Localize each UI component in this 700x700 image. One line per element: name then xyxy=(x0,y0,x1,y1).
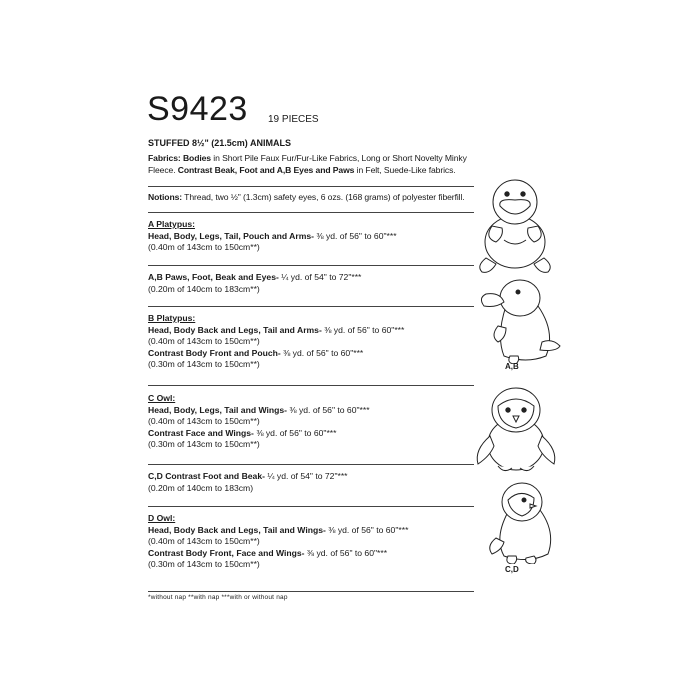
yardage-line: Contrast Body Front, Face and Wings- ⅜ yd. of 56" to 60"*** xyxy=(148,547,388,558)
owl-d-illustration xyxy=(478,478,568,564)
fabrics-contrast-label: Contrast Beak, Foot and A,B Eyes and Paws xyxy=(177,164,355,175)
section-b-platypus xyxy=(148,313,478,371)
section-a-platypus xyxy=(148,219,478,254)
notions-text: Thread, two ½" (1.3cm) safety eyes, 6 ozs. (168 grams) of polyester fiberfill. xyxy=(182,192,465,202)
yardage-line: C,D Contrast Foot and Beak- ¼ yd. of 54" to 72"*** xyxy=(148,471,348,481)
yardage-line: Contrast Face and Wings- ⅜ yd. of 56" to 60"*** xyxy=(148,427,337,438)
yardage-line: (0.40m of 143cm to 150cm**) xyxy=(148,536,260,546)
section-ab-paws xyxy=(148,272,478,295)
piece-count: 19 PIECES xyxy=(268,114,319,125)
fabrics-contrast-text: in Felt, Suede-Like fabrics. xyxy=(354,164,456,175)
section-heading: C Owl: xyxy=(148,393,176,403)
yardage-line: (0.30m of 143cm to 150cm**) xyxy=(148,359,260,369)
section-d-owl xyxy=(148,513,478,571)
yardage-line: A,B Paws, Foot, Beak and Eyes- ¼ yd. of 54" to 72"*** xyxy=(148,272,362,282)
pattern-subtitle: STUFFED 8½" (21.5cm) ANIMALS xyxy=(148,138,291,148)
fabrics-paragraph xyxy=(148,153,478,176)
yardage-line: (0.30m of 143cm to 150cm**) xyxy=(148,559,260,569)
yardage-line: Contrast Body Front and Pouch- ⅜ yd. of 56" to 60"*** xyxy=(148,347,364,358)
section-heading: A Platypus: xyxy=(148,219,195,229)
yardage-line: (0.20m of 140cm to 183cm**) xyxy=(148,283,260,294)
yardage-line: (0.30m of 143cm to 150cm**) xyxy=(148,439,260,449)
nap-footnote: *without nap **with nap ***with or without nap xyxy=(148,594,288,601)
pattern-number: S9423 xyxy=(147,90,248,128)
divider xyxy=(148,385,474,386)
divider xyxy=(148,464,474,465)
notions-paragraph xyxy=(148,192,488,204)
section-heading: D Owl: xyxy=(148,513,176,523)
yardage-line: Head, Body, Legs, Tail and Wings- ⅜ yd. of 56" to 60"*** xyxy=(148,404,370,415)
divider xyxy=(148,306,474,307)
yardage-line: (0.20m of 140cm to 183cm) xyxy=(148,482,254,493)
divider xyxy=(148,265,474,266)
section-heading: B Platypus: xyxy=(148,313,196,323)
yardage-line: (0.40m of 143cm to 150cm**) xyxy=(148,336,260,346)
yardage-line: Head, Body, Legs, Tail, Pouch and Arms- ⅜ yd. of 56" to 60"*** xyxy=(148,230,397,241)
figure-label-cd: C,D xyxy=(505,565,519,574)
figure-label-ab: A,B xyxy=(505,362,519,371)
fabrics-bodies-label: Bodies xyxy=(182,153,211,163)
divider xyxy=(148,186,474,187)
yardage-line: (0.40m of 143cm to 150cm**) xyxy=(148,242,260,252)
section-c-owl xyxy=(148,393,478,451)
yardage-line: (0.40m of 143cm to 150cm**) xyxy=(148,416,260,426)
platypus-a-illustration xyxy=(470,170,560,275)
fabrics-bodies-text: in Short Pile Faux Fur/Fur-Like Fabrics, Long or Short Novelty Minky Fleece. xyxy=(148,153,467,175)
platypus-b-illustration xyxy=(476,276,568,364)
section-cd-foot-beak xyxy=(148,471,478,494)
owl-c-illustration xyxy=(468,384,564,476)
yardage-line: Head, Body Back and Legs, Tail and Wings- ⅜ yd. of 56" to 60"*** xyxy=(148,524,409,535)
notions-label: Notions: xyxy=(148,192,183,202)
divider xyxy=(148,506,474,507)
divider xyxy=(148,591,474,592)
fabrics-label: Fabrics: xyxy=(148,153,181,163)
yardage-line: Head, Body Back and Legs, Tail and Arms- ⅜ yd. of 56" to 60"*** xyxy=(148,324,405,335)
divider xyxy=(148,212,474,213)
